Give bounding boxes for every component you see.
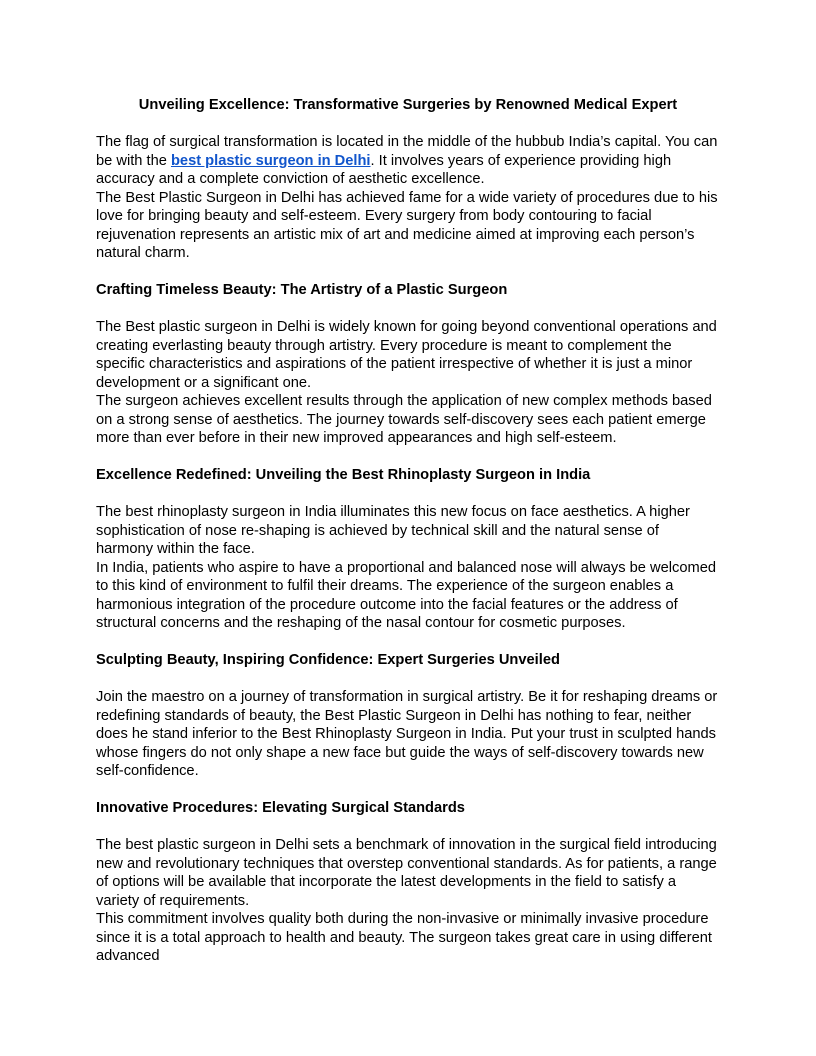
section-4-paragraph-2: This commitment involves quality both during the non-invasive or minimally invasive procedure since it is a total approach to health and beauty. The surgeon takes great care in using different advanced (96, 911, 712, 964)
section-4-paragraph-1: The best plastic surgeon in Delhi sets a benchmark of innovation in the surgical field introducing new and revolutionary techniques that overstep conventional standards. As for patients, a range of options will be available that incorporate the latest developments in the field to satisfy a variety of requirements. (96, 837, 717, 909)
section-1-paragraph-2: The surgeon achieves excellent results through the application of new complex methods based on a strong sense of aesthetics. The journey towards self-discovery sees each patient emerge more than ever before in their new improved appearances and high self-esteem. (96, 393, 712, 446)
intro-text-before-link: The flag of surgical transformation is located in the middle of the hubbub India’s capital. You can be with the (96, 134, 718, 169)
spacer (96, 781, 720, 800)
section-3-heading: Sculpting Beauty, Inspiring Confidence: Expert Surgeries Unveiled (96, 652, 560, 668)
document-page (96, 96, 720, 966)
section-2-paragraph-1: The best rhinoplasty surgeon in India illuminates this new focus on face aesthetics. A higher sophistication of nose re-shaping is achieved by technical skill and the natural sense of harmony within the face. (96, 504, 690, 557)
intro-paragraph-1 (96, 133, 720, 189)
section-2-paragraph-2: In India, patients who aspire to have a proportional and balanced nose will always be welcomed to this kind of environment to fulfil their dreams. The experience of the surgeon enables a harmonious integration of the procedure outcome into the facial features or the address of structural concerns and the reshaping of the nasal contour for cosmetic purposes. (96, 559, 717, 631)
intro-paragraph-2: The Best Plastic Surgeon in Delhi has achieved fame for a wide variety of procedures due to his love for bringing beauty and self-esteem. Every surgery from body contouring to facial rejuvenation represents an artistic mix of art and medicine aimed at improving each person’s natural charm. (96, 189, 718, 261)
spacer (96, 633, 720, 652)
section-4-heading: Innovative Procedures: Elevating Surgical Standards (96, 800, 465, 816)
section-3-paragraph-1: Join the maestro on a journey of transformation in surgical artistry. Be it for reshaping dreams or redefining standards of beauty, the Best Plastic Surgeon in Delhi has nothing to fear, neither does he stand inferior to the Best Rhinoplasty Surgeon in India. Put your trust in sculpted hands whose fingers do not only shape a new face but guide the ways of self-discovery towards new self-confidence. (96, 689, 718, 779)
intro-text-after-link: . It involves years of experience providing high accuracy and a complete conviction of aesthetic excellence. (96, 152, 672, 187)
section-2-heading: Excellence Redefined: Unveiling the Best Rhinoplasty Surgeon in India (96, 467, 591, 483)
section-1-paragraph-1: The Best plastic surgeon in Delhi is widely known for going beyond conventional operations and creating everlasting beauty through artistry. Every procedure is meant to complement the specific characteristics and aspirations of the patient irrespective of whether it is just a minor development or a significant one. (96, 319, 717, 391)
best-plastic-surgeon-link[interactable]: best plastic surgeon in Delhi (170, 152, 371, 169)
spacer (96, 263, 720, 282)
section-1-heading: Crafting Timeless Beauty: The Artistry of a Plastic Surgeon (96, 282, 508, 298)
document-title: Unveiling Excellence: Transformative Surgeries by Renowned Medical Expert (138, 97, 678, 113)
spacer (96, 448, 720, 467)
